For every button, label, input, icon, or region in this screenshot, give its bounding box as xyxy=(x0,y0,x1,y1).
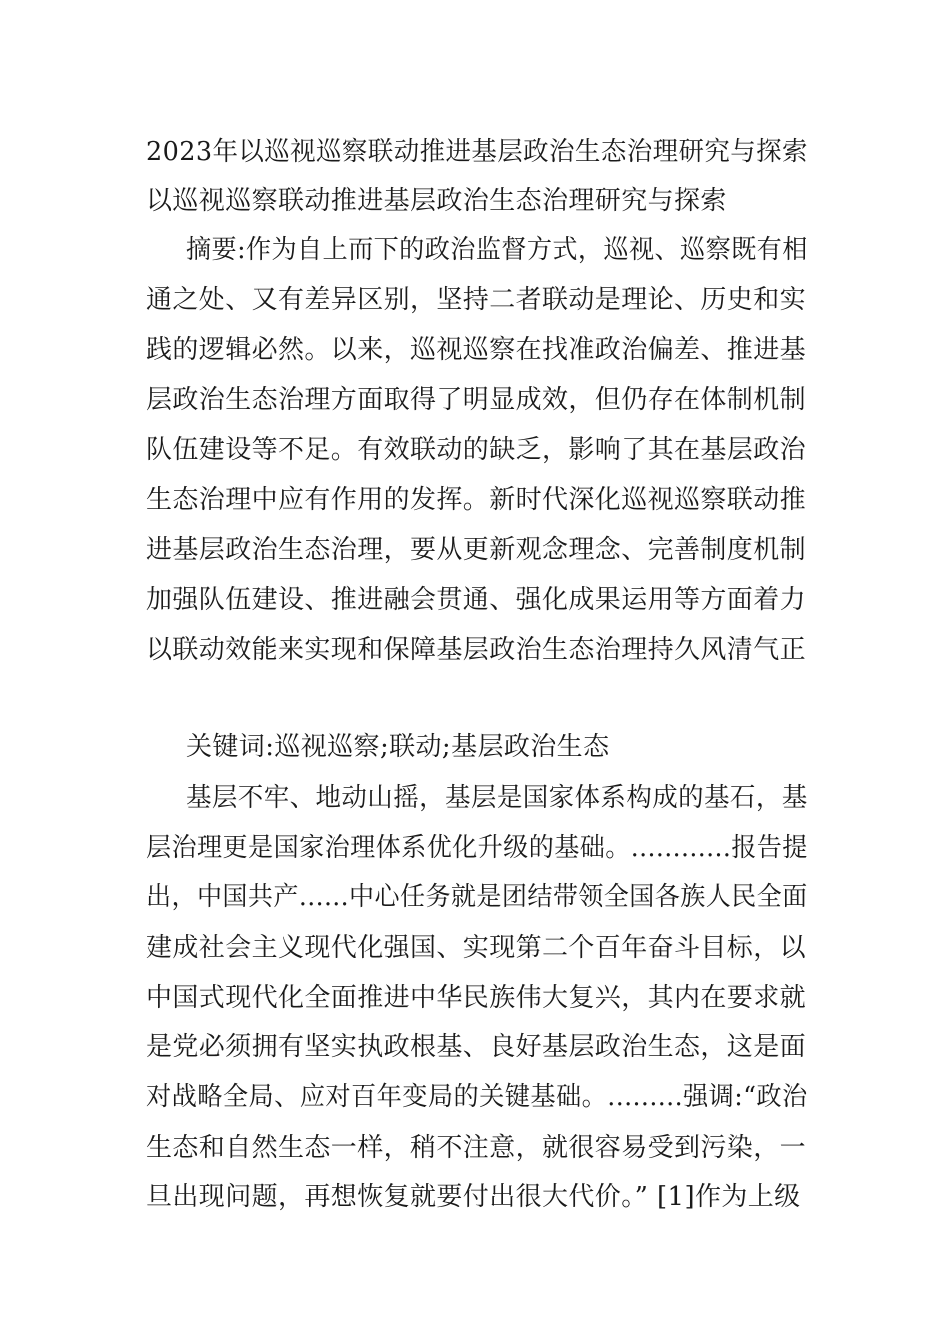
abstract-line: 进基层政治生态治理，要从更新观念理念、完善制度机制 xyxy=(146,535,807,565)
abstract-line: 生态治理中应有作用的发挥。新时代深化巡视巡察联动推 xyxy=(146,485,807,515)
document-subtitle: 以巡视巡察联动推进基层政治生态治理研究与探索 xyxy=(146,186,727,216)
abstract-line: 以联动效能来实现和保障基层政治生态治理持久风清气正 xyxy=(146,635,807,665)
body-paragraph-line: 中国式现代化全面推进中华民族伟大复兴，其内在要求就 xyxy=(146,983,807,1013)
body-paragraph-line: 生态和自然生态一样，稍不注意，就很容易受到污染，一 xyxy=(146,1133,807,1163)
body-paragraph-line: 是党必须拥有坚实执政根基、良好基层政治生态，这是面 xyxy=(146,1032,807,1062)
abstract-line: 队伍建设等不足。有效联动的缺乏，影响了其在基层政治 xyxy=(146,435,807,465)
abstract-line: 摘要:作为自上而下的政治监督方式，巡视、巡察既有相 xyxy=(186,235,808,265)
abstract-line: 通之处、又有差异区别，坚持二者联动是理论、历史和实 xyxy=(146,285,807,315)
document-title: 2023年以巡视巡察联动推进基层政治生态治理研究与探索 xyxy=(146,137,808,167)
body-paragraph-line: 层治理更是国家治理体系优化升级的基础。............报告提 xyxy=(146,833,808,863)
body-paragraph-line: 出，中国共产......中心任务就是团结带领全国各族人民全面 xyxy=(146,882,808,912)
body-paragraph-line: 建成社会主义现代化强国、实现第二个百年奋斗目标，以 xyxy=(146,933,807,963)
abstract-line: 层政治生态治理方面取得了明显成效，但仍存在体制机制 xyxy=(146,385,807,415)
keywords-line: 关键词:巡视巡察;联动;基层政治生态 xyxy=(186,732,610,762)
abstract-line: 加强队伍建设、推进融会贯通、强化成果运用等方面着力 xyxy=(146,585,807,615)
abstract-line: 践的逻辑必然。以来，巡视巡察在找准政治偏差、推进基 xyxy=(146,335,807,365)
body-paragraph-line: 基层不牢、地动山摇，基层是国家体系构成的基石，基 xyxy=(186,783,808,813)
body-paragraph-line: 旦出现问题，再想恢复就要付出很大代价。” [1]作为上级 xyxy=(146,1182,801,1212)
body-paragraph-line: 对战略全局、应对百年变局的关键基础。.........强调:“政治 xyxy=(146,1082,808,1112)
